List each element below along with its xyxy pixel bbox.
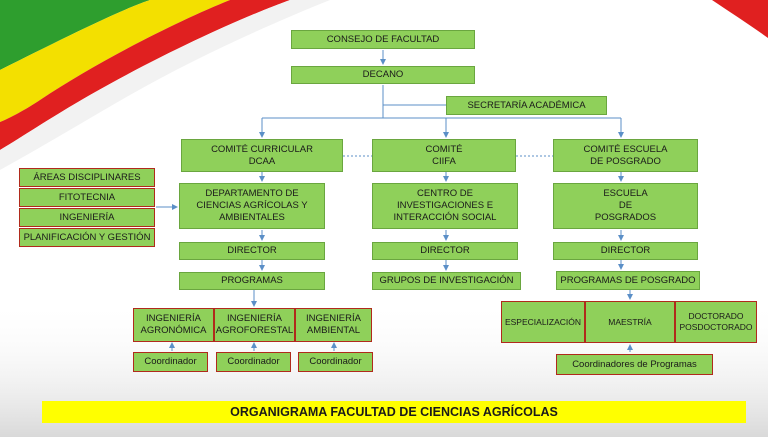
consejo-de-facultad-box: CONSEJO DE FACULTAD bbox=[291, 30, 475, 49]
ingenieria-area-box: INGENIERÍA bbox=[19, 208, 155, 227]
programas-box: PROGRAMAS bbox=[179, 272, 325, 290]
fitotecnia-box: FITOTECNIA bbox=[19, 188, 155, 207]
planificacion-gestion-box: PLANIFICACIÓN Y GESTIÓN bbox=[19, 228, 155, 247]
director-centro-box: DIRECTOR bbox=[372, 242, 518, 260]
programas-posgrado-box: PROGRAMAS DE POSGRADO bbox=[556, 271, 700, 290]
departamento-box: DEPARTAMENTO DE CIENCIAS AGRÍCOLAS Y AMBIENTALES bbox=[179, 183, 325, 229]
grupos-investigacion-box: GRUPOS DE INVESTIGACIÓN bbox=[372, 272, 521, 290]
doctorado-posdoctorado-box: DOCTORADO POSDOCTORADO bbox=[675, 301, 757, 343]
maestria-box: MAESTRÍA bbox=[585, 301, 675, 343]
secretaria-academica-box: SECRETARÍA ACADÉMICA bbox=[446, 96, 607, 115]
centro-investigaciones-box: CENTRO DE INVESTIGACIONES E INTERACCIÓN SOCIAL bbox=[372, 183, 518, 229]
coordinadores-programas-box: Coordinadores de Programas bbox=[556, 354, 713, 375]
comite-curricular-box: COMITÉ CURRICULAR DCAA bbox=[181, 139, 343, 172]
ingenieria-agronomica-box: INGENIERÍA AGRONÓMICA bbox=[133, 308, 214, 342]
escuela-posgrados-box: ESCUELA DE POSGRADOS bbox=[553, 183, 698, 229]
director-departamento-box: DIRECTOR bbox=[179, 242, 325, 260]
coordinador-ambiental-box: Coordinador bbox=[298, 352, 373, 372]
comite-escuela-posgrado-box: COMITÉ ESCUELA DE POSGRADO bbox=[553, 139, 698, 172]
especializacion-box: ESPECIALIZACIÓN bbox=[501, 301, 585, 343]
ingenieria-agroforestal-box: INGENIERÍA AGROFORESTAL bbox=[214, 308, 295, 342]
director-escuela-box: DIRECTOR bbox=[553, 242, 698, 260]
organigrama-title-banner: ORGANIGRAMA FACULTAD DE CIENCIAS AGRÍCOLAS bbox=[42, 401, 746, 423]
coordinador-agroforestal-box: Coordinador bbox=[216, 352, 291, 372]
coordinador-agronomica-box: Coordinador bbox=[133, 352, 208, 372]
comite-ciifa-box: COMITÉ CIIFA bbox=[372, 139, 516, 172]
ingenieria-ambiental-box: INGENIERÍA AMBIENTAL bbox=[295, 308, 372, 342]
areas-disciplinares-box: ÁREAS DISCIPLINARES bbox=[19, 168, 155, 187]
decano-box: DECANO bbox=[291, 66, 475, 84]
